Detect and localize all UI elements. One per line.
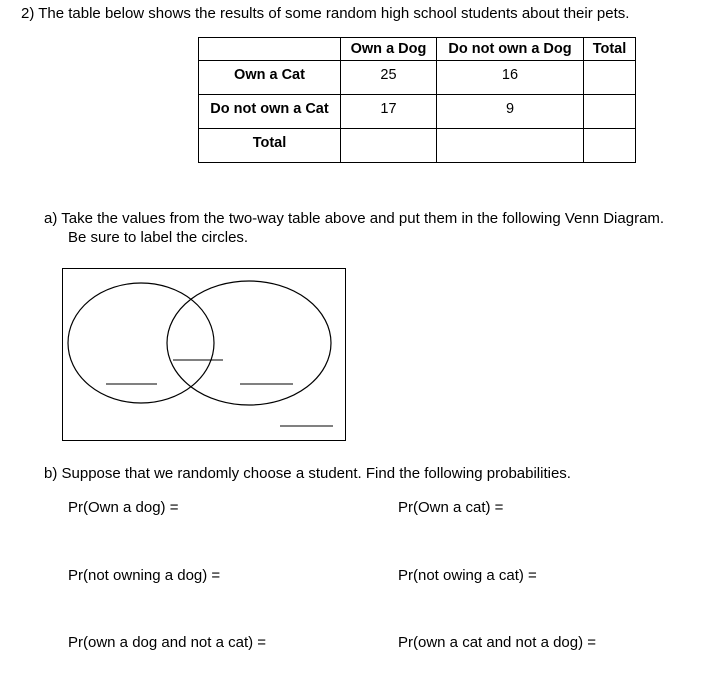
two-way-table (198, 37, 636, 163)
row-header-not-own-cat: Do not own a Cat (199, 95, 341, 129)
table-cell: 17 (341, 95, 437, 129)
row-header-total: Total (199, 129, 341, 163)
part-b-instruction: b) Suppose that we randomly choose a student. Find the following probabilities. (44, 465, 571, 482)
table-row (199, 61, 636, 95)
venn-left-circle (68, 283, 214, 403)
table-header-row (199, 38, 636, 61)
table-cell: 16 (437, 61, 584, 95)
col-header-own-dog: Own a Dog (341, 38, 437, 61)
venn-diagram (63, 269, 345, 440)
part-a-instruction: a) Take the values from the two-way table above and put them in the following Venn Diagram. (44, 210, 665, 227)
table-cell (584, 61, 636, 95)
table-cell (584, 129, 636, 163)
prob-not-own-dog: Pr(not owning a dog) = (68, 567, 221, 584)
table-row (199, 129, 636, 163)
prob-cat-not-dog: Pr(own a cat and not a dog) = (398, 634, 597, 651)
table-corner-cell (199, 38, 341, 61)
table-row (199, 95, 636, 129)
table-cell: 9 (437, 95, 584, 129)
prob-not-own-cat: Pr(not owing a cat) = (398, 567, 537, 584)
row-header-own-cat: Own a Cat (199, 61, 341, 95)
table-cell (437, 129, 584, 163)
problem-heading: 2) The table below shows the results of some random high school students about their pets. (21, 5, 630, 22)
part-a-instruction-continued: Be sure to label the circles. (68, 229, 249, 246)
table-cell: 25 (341, 61, 437, 95)
prob-own-cat: Pr(Own a cat) = (398, 499, 504, 516)
col-header-not-own-dog: Do not own a Dog (437, 38, 584, 61)
venn-diagram-box (62, 268, 346, 441)
table-cell (341, 129, 437, 163)
prob-own-dog: Pr(Own a dog) = (68, 499, 179, 516)
col-header-total: Total (584, 38, 636, 61)
table-cell (584, 95, 636, 129)
prob-dog-not-cat: Pr(own a dog and not a cat) = (68, 634, 267, 651)
